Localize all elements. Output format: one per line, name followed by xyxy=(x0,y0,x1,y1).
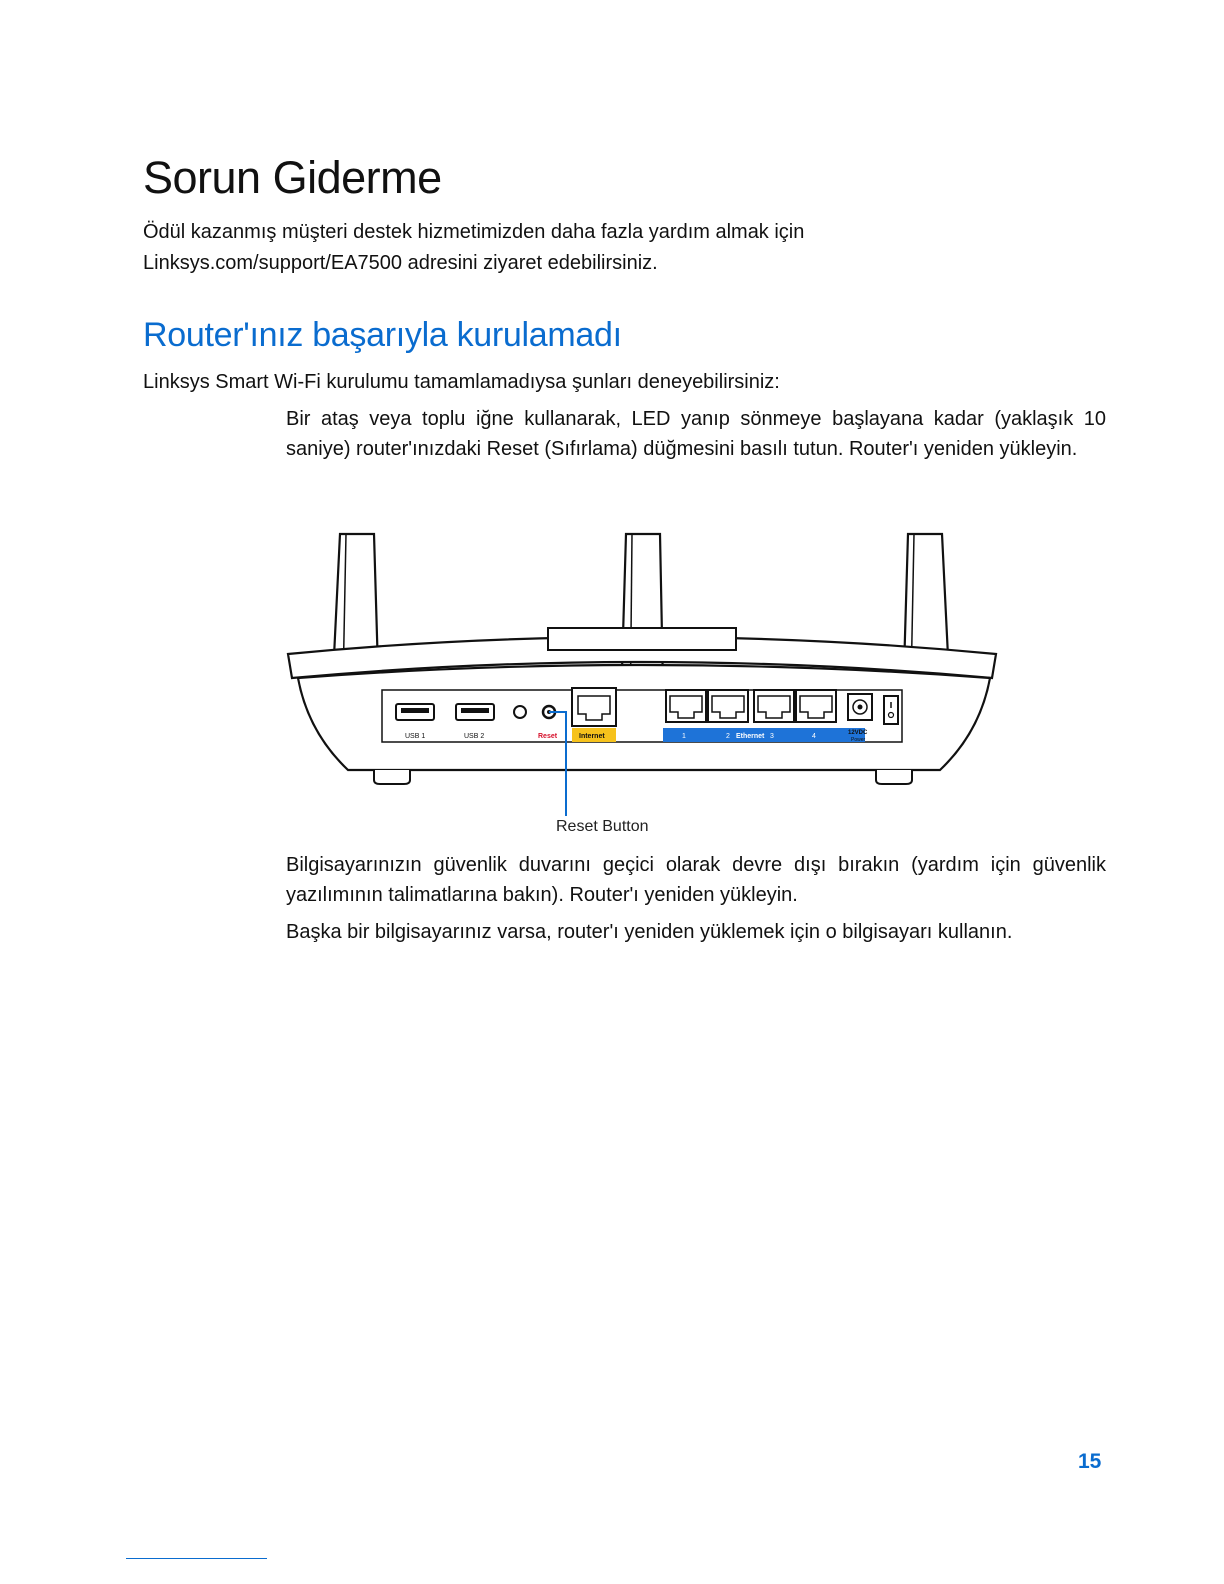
reset-callout-label: Reset Button xyxy=(556,818,649,835)
step-firewall: Bilgisayarınızın güvenlik duvarını geçici olarak devre dışı bırakın (yardım için güvenlik yazılımının talimatlarına bakın). Router'ı yeniden yükleyin. xyxy=(286,854,1106,906)
reset-label: Reset xyxy=(538,733,558,740)
power-label-top: 12VDC xyxy=(848,730,868,736)
page-number: 15 xyxy=(1078,1450,1102,1473)
router-back-panel-figure xyxy=(280,528,1010,848)
power-switch xyxy=(884,696,898,724)
section-title: Router'ınız başarıyla kurulamadı xyxy=(143,316,622,354)
wps-button xyxy=(514,706,526,718)
step-other-computer: Başka bir bilgisayarınız varsa, router'ı yeniden yüklemek için o bilgisayarı kullanın. xyxy=(286,921,1013,943)
eth2-label: 2 xyxy=(726,733,730,740)
router-top-ridge xyxy=(548,628,736,650)
router-illustration xyxy=(280,528,1010,848)
eth4-label: 4 xyxy=(812,733,816,740)
page-title: Sorun Giderme xyxy=(143,152,442,203)
section-lead: Linksys Smart Wi-Fi kurulumu tamamlamadıysa şunları deneyebilirsiniz: xyxy=(143,371,780,393)
intro-paragraph: Ödül kazanmış müşteri destek hizmetimizden daha fazla yardım almak için Linksys.com/support/EA7500 adresini ziyaret edebilirsiniz. xyxy=(143,221,805,274)
power-label-bottom: Power xyxy=(851,737,866,743)
usb2-label: USB 2 xyxy=(464,733,485,740)
ethernet-label: Ethernet xyxy=(736,733,765,740)
eth1-label: 1 xyxy=(682,733,686,740)
usb1-label: USB 1 xyxy=(405,733,426,740)
eth3-label: 3 xyxy=(770,733,774,740)
footer-rule xyxy=(126,1558,267,1559)
step-reset: Bir ataş veya toplu iğne kullanarak, LED yanıp sönmeye başlayana kadar (yaklaşık 10 saniye) router'ınızdaki Reset (Sıfırlama) düğmesini basılı tutun. Router'ı yeniden yükleyin. xyxy=(286,408,1106,460)
internet-label: Internet xyxy=(579,733,605,740)
router-foot-left xyxy=(374,770,410,784)
router-foot-right xyxy=(876,770,912,784)
